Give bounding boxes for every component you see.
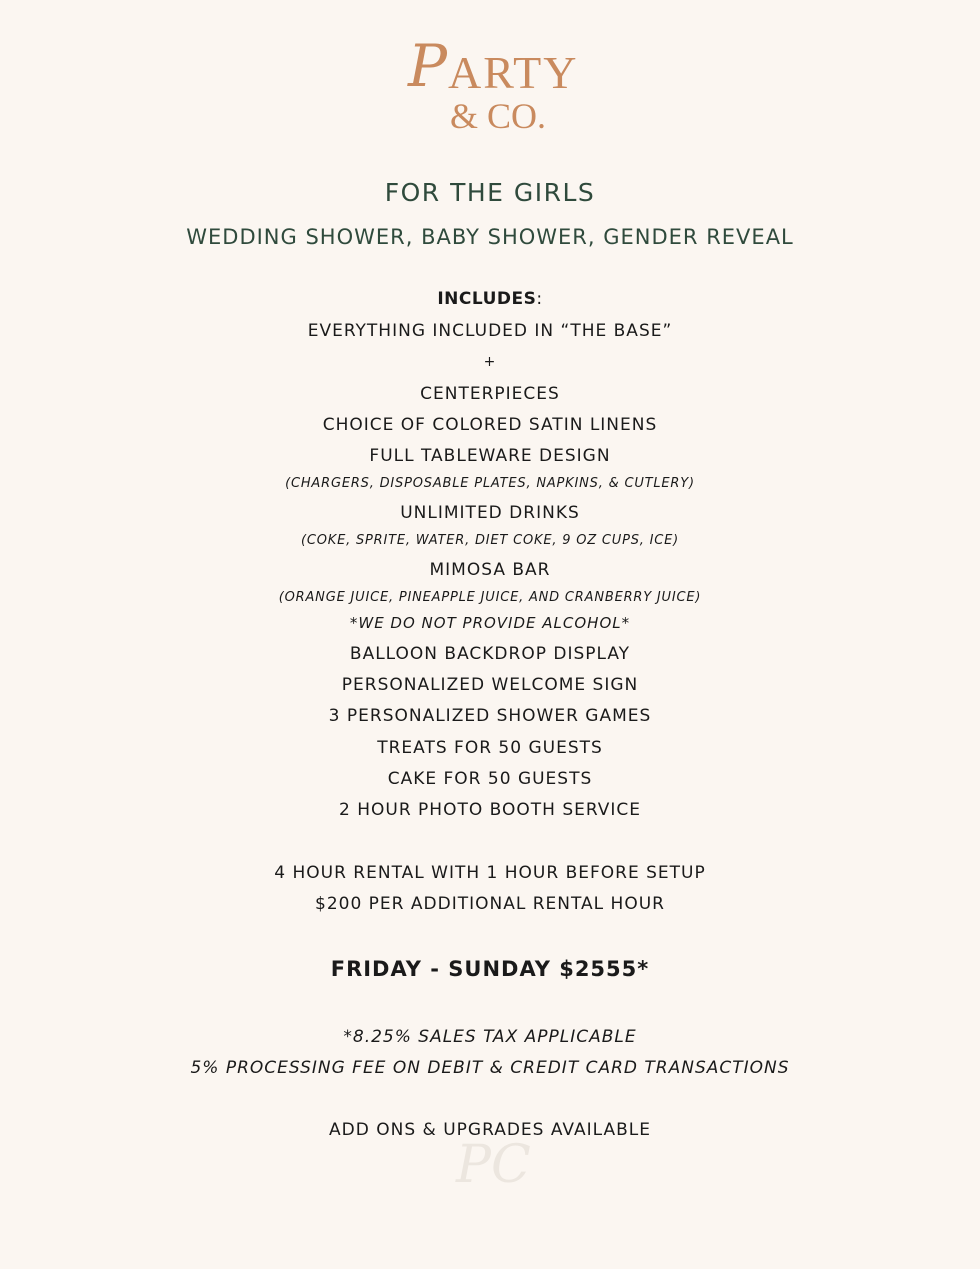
sales-tax-note: *8.25% SALES TAX APPLICABLE: [343, 1027, 637, 1047]
processing-fee-note: 5% PROCESSING FEE ON DEBIT & CREDIT CARD TRANSACTIONS: [190, 1058, 790, 1078]
list-note-alcohol: *WE DO NOT PROVIDE ALCOHOL*: [349, 614, 631, 632]
logo-main-text: ARTY: [448, 47, 579, 98]
party-and-co-logo: [380, 28, 600, 138]
list-note-tableware: (CHARGERS, DISPOSABLE PLATES, NAPKINS, & CUTLERY): [285, 476, 695, 491]
monogram-text: PC: [456, 1135, 531, 1195]
list-item-mimosa: MIMOSA BAR: [429, 560, 551, 580]
list-item-base: EVERYTHING INCLUDED IN “THE BASE”: [307, 321, 673, 341]
list-item-treats: TREATS FOR 50 GUESTS: [377, 738, 603, 758]
monogram-watermark: [438, 1130, 538, 1230]
logo-initial: P: [408, 32, 448, 100]
list-note-mimosa: (ORANGE JUICE, PINEAPPLE JUICE, AND CRANBERRY JUICE): [278, 590, 702, 605]
logo-sub-text: & CO.: [450, 96, 547, 136]
page-subtitle: WEDDING SHOWER, BABY SHOWER, GENDER REVEAL: [186, 225, 794, 249]
list-item-balloon: BALLOON BACKDROP DISPLAY: [349, 644, 631, 664]
price-line: FRIDAY - SUNDAY $2555*: [330, 957, 650, 981]
list-item-plus: +: [483, 354, 497, 370]
list-item-linens: CHOICE OF COLORED SATIN LINENS: [322, 415, 658, 435]
list-item-drinks: UNLIMITED DRINKS: [400, 503, 580, 523]
list-item-welcome-sign: PERSONALIZED WELCOME SIGN: [341, 675, 639, 695]
addons-note: ADD ONS & UPGRADES AVAILABLE: [329, 1120, 651, 1140]
list-item-photo-booth: 2 HOUR PHOTO BOOTH SERVICE: [339, 800, 641, 820]
includes-colon: :: [536, 289, 543, 309]
list-item-centerpieces: CENTERPIECES: [420, 384, 560, 404]
list-item-tableware: FULL TABLEWARE DESIGN: [369, 446, 611, 466]
page-title: FOR THE GIRLS: [384, 178, 596, 207]
rental-duration: 4 HOUR RENTAL WITH 1 HOUR BEFORE SETUP: [274, 863, 706, 883]
list-item-games: 3 PERSONALIZED SHOWER GAMES: [328, 706, 652, 726]
includes-label: INCLUDES: [437, 289, 537, 309]
list-note-drinks: (COKE, SPRITE, WATER, DIET COKE, 9 OZ CUPS, ICE): [300, 533, 680, 548]
includes-heading: [0, 289, 980, 309]
rental-extra-hour: $200 PER ADDITIONAL RENTAL HOUR: [315, 894, 665, 914]
list-item-cake: CAKE FOR 50 GUESTS: [387, 769, 593, 789]
